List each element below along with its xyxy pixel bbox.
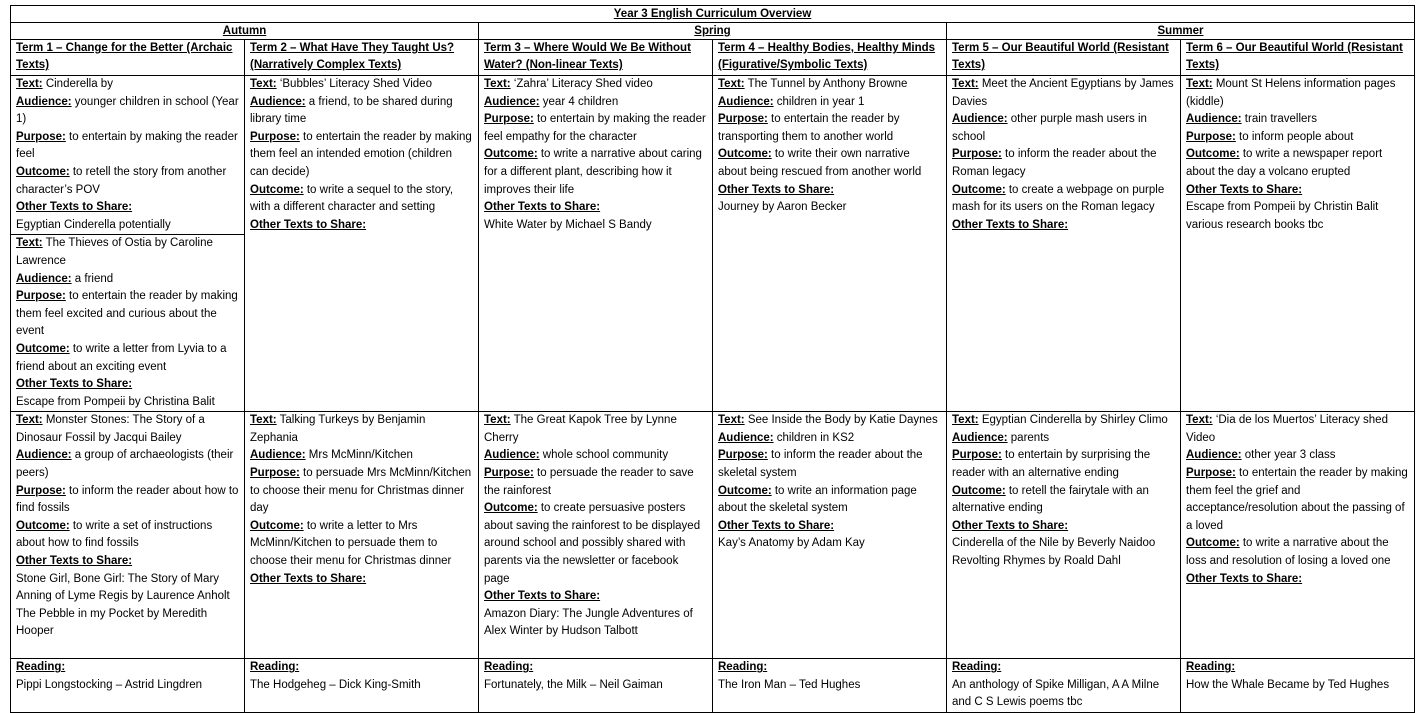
text-line [952,76,1175,111]
season-spring: Spring [479,23,947,40]
audience-value: a friend [71,272,114,285]
unit-cell-term4-c [713,412,947,659]
unit-cell-term1-a [11,76,245,235]
audience-line [484,447,707,465]
outcome-line [952,182,1175,217]
reading-cell-term4 [713,659,947,713]
audience-label: Audience: [250,95,306,108]
unit-cell-term4-a [713,76,947,412]
other-texts-label: Other Texts to Share: [16,378,133,391]
purpose-value: to persuade Mrs McMinn/Kitchen to choose their menu for Christmas dinner day [250,467,472,515]
reading-label: Reading: [952,661,1002,674]
audience-line [250,447,473,465]
purpose-line [16,483,239,518]
outcome-label: Outcome: [952,484,1006,497]
purpose-line [718,111,941,146]
outcome-line [718,483,941,518]
purpose-value: to entertain by making the reader feel empathy for the character [484,113,706,143]
audience-value: other year 3 class [1241,449,1336,462]
text-value: ‘Bubbles’ Literacy Shed Video [276,78,432,90]
text-line [952,412,1175,430]
outcome-value: to create persuasive posters about saving the rainforest to be displayed around school and possibly shared with parents via the newsletter or facebook page [484,502,701,585]
purpose-value: to entertain the reader by making them feel the grief and acceptance/resolution about the passing of a loved [1186,467,1408,532]
purpose-value: to inform the reader about the Roman legacy [952,148,1157,178]
unit-cell-term5-c [947,412,1181,659]
audience-line [1186,111,1409,129]
other-texts-label: Other Texts to Share: [952,218,1069,231]
audience-line [718,94,941,112]
purpose-label: Purpose: [16,290,66,303]
outcome-label: Outcome: [484,502,538,515]
purpose-line [16,129,239,164]
outcome-value: to write a sequel to the story, with a different character and setting [250,183,454,214]
outcome-label: Outcome: [250,183,304,196]
outcome-value: to write an information page about the skeletal system [718,484,917,515]
other-text-item: Stone Girl, Bone Girl: The Story of Mary Anning of Lyme Regis by Laurence Anholt [16,572,230,603]
text-line [718,76,941,94]
unit-cell-term5-a [947,76,1181,412]
audience-label: Audience: [484,95,540,108]
text-line [16,235,239,270]
outcome-label: Outcome: [1186,148,1240,161]
reading-label: Reading: [484,661,534,674]
audience-line [250,94,473,129]
text-value: Meet the Ancient Egyptians by James Davies [952,78,1174,108]
text-line [16,76,239,94]
text-label: Text: [484,414,511,427]
audience-label: Audience: [952,431,1008,444]
purpose-line [1186,465,1409,535]
page-title: Year 3 English Curriculum Overview [11,6,1415,23]
purpose-value: to entertain the reader by transporting them to another world [718,113,900,143]
audience-value: other purple mash users in school [952,113,1147,143]
outcome-line [1186,146,1409,181]
outcome-label: Outcome: [16,519,70,532]
other-texts-label: Other Texts to Share: [718,183,835,196]
purpose-label: Purpose: [250,130,300,143]
text-line [250,412,473,447]
purpose-line [250,129,473,182]
audience-value: a group of archaeologists (their peers) [16,449,234,480]
text-line [484,76,707,94]
other-text-item: Cinderella of the Nile by Beverly Naidoo [952,537,1156,550]
purpose-value: to entertain by surprising the reader with an alternative ending [952,449,1151,480]
text-label: Text: [484,78,511,90]
text-label: Text: [718,414,745,427]
text-value: See Inside the Body by Katie Daynes [744,414,938,427]
purpose-label: Purpose: [952,449,1002,462]
audience-line [952,111,1175,146]
purpose-line [718,447,941,482]
outcome-label: Outcome: [718,484,772,497]
purpose-value: to entertain by making the reader feel [16,130,238,161]
other-texts-label: Other Texts to Share: [1186,183,1303,196]
outcome-value: to write a letter from Lyvia to a friend about an exciting event [16,342,227,373]
other-text-item: various research books tbc [1186,218,1324,231]
purpose-label: Purpose: [484,113,534,126]
audience-line [16,94,239,129]
text-label: Text: [1186,414,1213,427]
audience-value: a friend, to be shared during library time [250,95,453,126]
outcome-value: to write a newspaper report about the day a volcano erupted [1186,148,1383,178]
text-line [16,412,239,447]
audience-value: parents [1007,431,1050,444]
purpose-label: Purpose: [952,148,1002,161]
purpose-label: Purpose: [250,467,300,480]
text-label: Text: [16,78,43,90]
text-label: Text: [1186,78,1213,90]
outcome-value: to write a narrative about the loss and resolution of losing a loved one [1186,537,1391,568]
text-value: The Tunnel by Anthony Browne [744,78,908,90]
text-value: Monster Stones: The Story of a Dinosaur Fossil by Jacqui Bailey [16,414,205,444]
purpose-value: to inform the reader about the skeletal system [718,449,923,480]
other-texts-label: Other Texts to Share: [250,218,367,231]
text-label: Text: [16,414,43,427]
audience-value: year 4 children [539,95,619,108]
season-summer: Summer [947,23,1415,40]
reading-cell-term3 [479,659,713,713]
text-value: Egyptian Cinderella by Shirley Climo [978,414,1168,427]
reading-book: Pippi Longstocking – Astrid Lingdren [16,678,203,691]
audience-label: Audience: [952,113,1008,126]
outcome-value: to write a narrative about caring for a different plant, describing how it improves their life [484,148,702,196]
other-text-item: Kay’s Anatomy by Adam Kay [718,537,865,550]
unit-cell-term6-c [1181,412,1415,659]
term-heading-6: Term 6 – Our Beautiful World (Resistant Texts) [1181,40,1415,76]
other-text-item: White Water by Michael S Bandy [484,218,652,231]
other-texts-label: Other Texts to Share: [16,555,133,568]
reading-book: The Iron Man – Ted Hughes [718,678,861,691]
outcome-value: to retell the story from another character’s POV [16,165,227,196]
other-text-item: Escape from Pompeii by Christin Balit [1186,201,1379,214]
outcome-label: Outcome: [16,342,70,355]
text-value: The Thieves of Ostia by Caroline Lawrence [16,237,213,267]
text-label: Text: [718,78,745,90]
term-heading-3: Term 3 – Where Would We Be Without Water? (Non-linear Texts) [479,40,713,76]
outcome-line [718,146,941,181]
reading-cell-term5 [947,659,1181,713]
purpose-label: Purpose: [16,484,66,497]
purpose-line [16,288,239,341]
audience-line [16,447,239,482]
outcome-line [250,518,473,571]
reading-book: How the Whale Became by Ted Hughes [1186,678,1390,691]
outcome-label: Outcome: [952,183,1006,196]
text-label: Text: [250,414,277,427]
reading-book: Fortunately, the Milk – Neil Gaiman [484,678,663,691]
purpose-value: to entertain the reader by making them feel excited and curious about the event [16,290,238,338]
purpose-value: to inform the reader about how to find fossils [16,484,239,515]
audience-label: Audience: [16,272,72,285]
outcome-value: to write their own narrative about being rescued from another world [718,148,922,178]
audience-label: Audience: [16,95,72,108]
reading-label: Reading: [718,661,768,674]
text-line [1186,412,1409,447]
audience-value: children in KS2 [773,431,855,444]
outcome-label: Outcome: [484,148,538,161]
audience-line [16,271,239,289]
reading-label: Reading: [16,661,66,674]
purpose-label: Purpose: [1186,130,1236,143]
audience-line [952,430,1175,448]
purpose-value: to persuade the reader to save the rainforest [484,467,694,497]
text-value: The Great Kapok Tree by Lynne Cherry [484,414,677,444]
purpose-line [952,447,1175,482]
other-texts-label: Other Texts to Share: [484,590,601,603]
outcome-line [952,483,1175,518]
term-heading-1: Term 1 – Change for the Better (Archaic Texts) [11,40,245,76]
unit-cell-term2-c [245,412,479,659]
purpose-line [952,146,1175,181]
text-line [1186,76,1409,111]
text-label: Text: [952,414,979,427]
unit-cell-term1-b [11,235,245,412]
unit-cell-term1-c [11,412,245,659]
outcome-line [250,182,473,217]
other-texts-label: Other Texts to Share: [952,519,1069,532]
outcome-value: to write a letter to Mrs McMinn/Kitchen to persuade them to choose their menu for Christmas dinner [250,519,452,568]
reading-label: Reading: [250,661,300,674]
other-texts-label: Other Texts to Share: [718,519,835,532]
purpose-label: Purpose: [16,130,66,143]
term-heading-5: Term 5 – Our Beautiful World (Resistant Texts) [947,40,1181,76]
text-line [484,412,707,447]
outcome-label: Outcome: [250,519,304,532]
outcome-line [1186,535,1409,570]
reading-book: An anthology of Spike Milligan, A A Milne and C S Lewis poems tbc [952,678,1160,709]
outcome-label: Outcome: [1186,537,1240,550]
outcome-line [16,518,239,553]
outcome-label: Outcome: [16,165,70,178]
purpose-label: Purpose: [718,449,768,462]
audience-label: Audience: [1186,449,1242,462]
purpose-line [484,465,707,500]
other-text-item: Egyptian Cinderella potentially [16,218,171,231]
audience-line [484,94,707,112]
text-label: Text: [16,237,43,250]
purpose-line [1186,129,1409,147]
outcome-value: to write a set of instructions about how to find fossils [16,519,213,550]
audience-value: whole school community [539,449,669,462]
purpose-value: to entertain the reader by making them feel an intended emotion (children can decide) [250,130,472,178]
other-texts-label: Other Texts to Share: [1186,572,1303,585]
audience-value: younger children in school (Year 1) [16,95,239,126]
other-text-item: Journey by Aaron Becker [718,201,847,214]
unit-cell-term3-c [479,412,713,659]
audience-label: Audience: [718,431,774,444]
outcome-line [16,341,239,376]
purpose-label: Purpose: [1186,467,1236,480]
outcome-value: to retell the fairytale with an alternative ending [952,484,1149,515]
other-texts-label: Other Texts to Share: [16,201,133,214]
text-line [250,76,473,94]
purpose-line [250,465,473,518]
audience-line [1186,447,1409,465]
curriculum-table [10,5,1415,713]
text-value: Cinderella by [42,78,113,90]
audience-label: Audience: [16,449,72,462]
text-label: Text: [250,78,277,90]
reading-cell-term2 [245,659,479,713]
purpose-label: Purpose: [484,467,534,480]
outcome-line [484,500,707,588]
season-autumn: Autumn [11,23,479,40]
audience-value: children in year 1 [773,95,865,108]
audience-value: Mrs McMinn/Kitchen [305,449,413,462]
reading-cell-term6 [1181,659,1415,713]
other-text-item: Escape from Pompeii by Christina Balit [16,395,215,408]
other-texts-label: Other Texts to Share: [484,201,601,214]
other-texts-label: Other Texts to Share: [250,572,367,585]
text-value: ‘Zahra’ Literacy Shed video [510,78,653,90]
unit-cell-term2-a [245,76,479,412]
other-text-item: Revolting Rhymes by Roald Dahl [952,555,1121,568]
audience-label: Audience: [484,449,540,462]
outcome-value: to create a webpage on purple mash for its users on the Roman legacy [952,183,1165,214]
term-heading-4: Term 4 – Healthy Bodies, Healthy Minds (Figurative/Symbolic Texts) [713,40,947,76]
text-value: Mount St Helens information pages (kiddle) [1186,78,1396,108]
audience-label: Audience: [718,95,774,108]
reading-book: The Hodgeheg – Dick King-Smith [250,678,421,691]
curriculum-document [10,5,1414,713]
reading-label: Reading: [1186,661,1236,674]
outcome-line [484,146,707,199]
text-value: Talking Turkeys by Benjamin Zephania [250,414,426,444]
audience-line [718,430,941,448]
purpose-line [484,111,707,146]
audience-label: Audience: [1186,113,1242,126]
purpose-value: to inform people about [1235,130,1354,143]
purpose-label: Purpose: [718,113,768,126]
outcome-label: Outcome: [718,148,772,161]
unit-cell-term6-a [1181,76,1415,412]
other-text-item: The Pebble in my Pocket by Meredith Hooper [16,607,208,638]
audience-label: Audience: [250,449,306,462]
text-line [718,412,941,430]
text-label: Text: [952,78,979,90]
unit-cell-term3-a [479,76,713,412]
reading-cell-term1 [11,659,245,713]
outcome-line [16,164,239,199]
audience-value: train travellers [1241,113,1318,126]
term-heading-2: Term 2 – What Have They Taught Us? (Narratively Complex Texts) [245,40,479,76]
text-value: ‘Dia de los Muertos’ Literacy shed Video [1186,414,1388,444]
other-text-item: Amazon Diary: The Jungle Adventures of Alex Winter by Hudson Talbott [484,607,693,638]
